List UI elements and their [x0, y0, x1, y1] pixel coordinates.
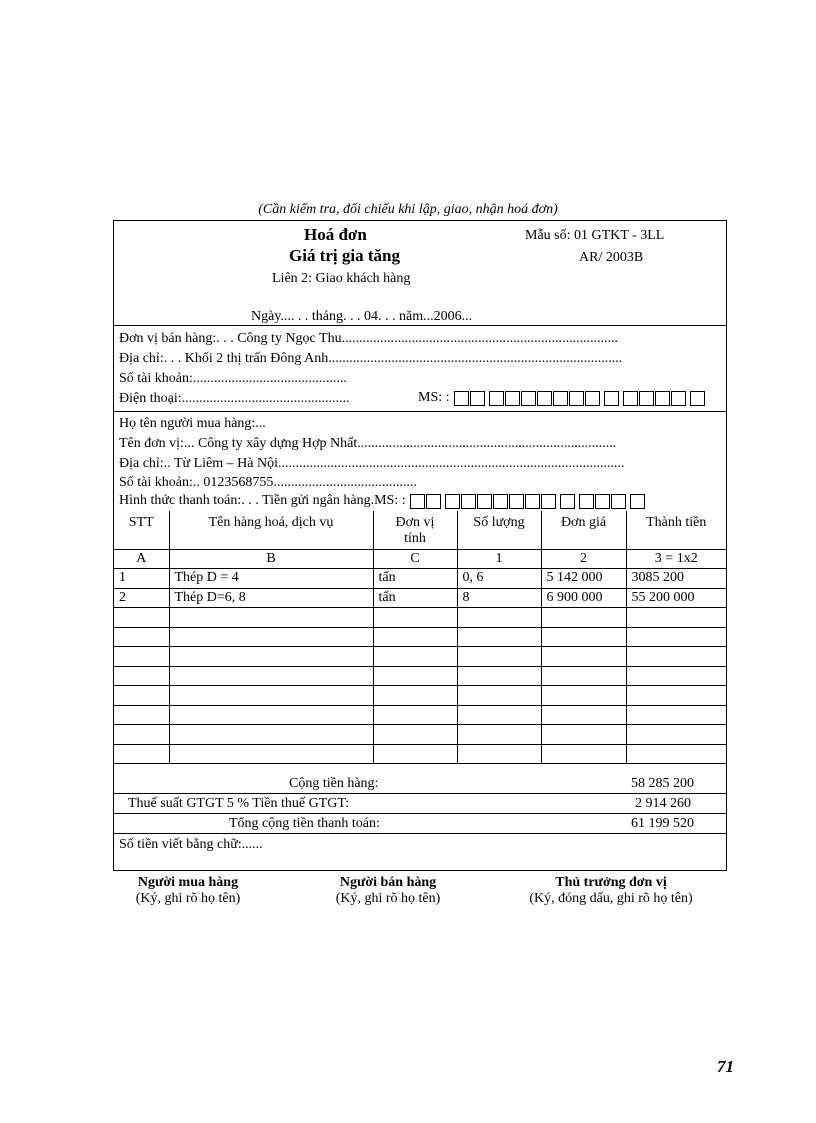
row-unit-price: 5 142 000	[541, 569, 626, 589]
grand-total-row	[114, 813, 726, 833]
empty-row	[114, 686, 726, 706]
instruction-note: (Cần kiểm tra, đối chiếu khi lập, giao, nhận hoá đơn)	[258, 202, 558, 217]
seller-unit: Đơn vị bán hàng:. . . Công ty Ngọc Thu...............................................................................	[119, 331, 619, 346]
buyer-account: Số tài khoản:.. 0123568755.........................................	[119, 475, 417, 490]
empty-row	[114, 608, 726, 628]
serial-number: AR/ 2003B	[579, 250, 644, 265]
buyer-name: Họ tên người mua hàng:...	[119, 416, 266, 431]
signature-note: (Ký, ghi rõ họ tên)	[135, 891, 241, 906]
signature-title: Thủ trưởng đơn vị	[555, 875, 667, 890]
row-stt: 2	[114, 588, 169, 608]
signature-note: (Ký, ghi rõ họ tên)	[335, 891, 441, 906]
grand-total-label: Tổng cộng tiền thanh toán:	[229, 816, 380, 831]
code-cell: A	[114, 549, 169, 569]
empty-row	[114, 725, 726, 745]
table-code-row	[114, 549, 726, 569]
copy-label: Liên 2: Giao khách hàng	[272, 271, 411, 286]
subtotal-value: 58 285 200	[631, 776, 694, 791]
header-unit: Đơn vị tính	[373, 511, 457, 549]
subtotal-label: Cộng tiền hàng:	[289, 776, 379, 791]
buyer-payment	[119, 492, 645, 509]
buyer-tax-code-boxes	[409, 492, 645, 509]
divider	[114, 325, 726, 326]
row-quantity: 8	[457, 588, 541, 608]
row-stt: 1	[114, 569, 169, 589]
seller-address: Địa chỉ:. . . Khối 2 thị trấn Đông Anh....................................................................................	[119, 351, 623, 366]
row-amount: 3085 200	[626, 569, 726, 589]
invoice-title: Hoá đơn	[304, 225, 367, 244]
seller-ms-label: MS: :	[418, 390, 450, 405]
seller-account: Số tài khoản:............................................	[119, 371, 347, 386]
code-cell: B	[169, 549, 373, 569]
header-item-name: Tên hàng hoá, dịch vụ	[169, 511, 373, 549]
row-unit: tấn	[373, 569, 457, 589]
row-quantity: 0, 6	[457, 569, 541, 589]
empty-row	[114, 627, 726, 647]
empty-row	[114, 647, 726, 667]
row-unit: tấn	[373, 588, 457, 608]
header-stt: STT	[114, 511, 169, 549]
seller-tax-code	[418, 389, 705, 406]
invoice-subtitle: Giá trị gia tăng	[289, 246, 400, 265]
header-amount: Thành tiền	[626, 511, 726, 549]
payment-method: Hình thức thanh toán:. . . Tiền gửi ngân hàng.MS: :	[119, 493, 406, 508]
empty-row	[114, 744, 726, 764]
grand-total-value: 61 199 520	[631, 816, 694, 831]
signature-buyer	[118, 875, 258, 907]
signature-director	[506, 875, 716, 907]
row-unit-price: 6 900 000	[541, 588, 626, 608]
table-row	[114, 569, 726, 589]
vat-value: 2 914 260	[635, 796, 691, 811]
signature-title: Người mua hàng	[137, 875, 239, 890]
table-row	[114, 588, 726, 608]
subtotal-row	[114, 773, 726, 793]
signature-note: (Ký, đóng dấu, ghi rõ họ tên)	[529, 891, 693, 906]
row-item-name: Thép D = 4	[169, 569, 373, 589]
items-table	[114, 511, 726, 764]
empty-row	[114, 705, 726, 725]
row-amount: 55 200 000	[626, 588, 726, 608]
table-header-row	[114, 511, 726, 549]
divider	[114, 411, 726, 412]
buyer-address: Địa chỉ:.. Từ Liêm – Hà Nội...................................................................................................	[119, 456, 625, 471]
buyer-unit: Tên đơn vị:... Công ty xây dựng Hợp Nhất..........................................................................	[119, 436, 617, 451]
header-unit-price: Đơn giá	[541, 511, 626, 549]
vat-label: Thuế suất GTGT 5 % Tiền thuế GTGT:	[128, 796, 350, 811]
invoice-date: Ngày.... . . tháng. . . 04. . . năm...2006...	[251, 309, 473, 324]
code-cell: 3 = 1x2	[626, 549, 726, 569]
vat-row	[114, 793, 726, 813]
seller-tax-code-boxes	[453, 389, 705, 406]
header-quantity: Số lượng	[457, 511, 541, 549]
row-item-name: Thép D=6, 8	[169, 588, 373, 608]
code-cell: 2	[541, 549, 626, 569]
page-number: 71	[717, 1057, 734, 1076]
amount-in-words: Số tiền viết bằng chữ:......	[119, 837, 263, 852]
divider	[114, 833, 726, 834]
code-cell: 1	[457, 549, 541, 569]
signature-seller	[318, 875, 458, 907]
seller-phone: Điện thoại:................................................	[119, 391, 350, 406]
invoice-frame	[113, 220, 727, 871]
form-number: Mẫu số: 01 GTKT - 3LL	[525, 228, 665, 243]
signature-title: Người bán hàng	[339, 875, 437, 890]
empty-row	[114, 666, 726, 686]
code-cell: C	[373, 549, 457, 569]
